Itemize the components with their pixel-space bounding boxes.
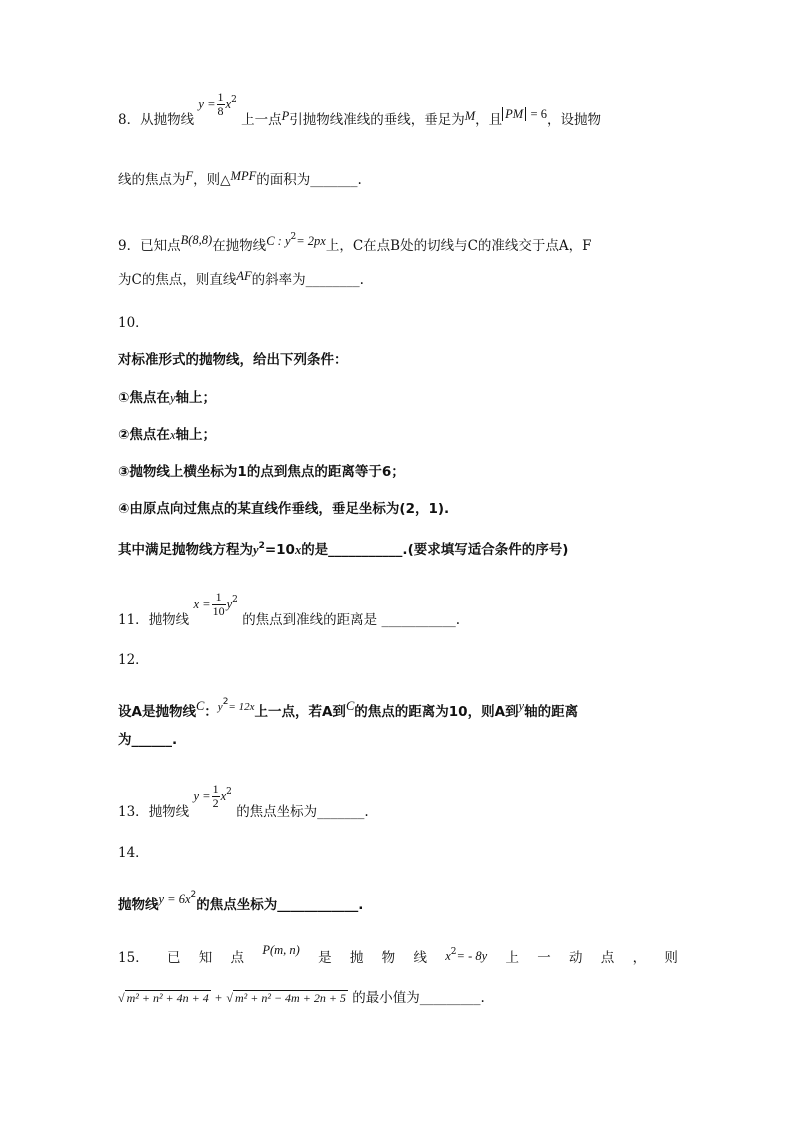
q8-l2_t2: ，则△ — [193, 172, 231, 188]
q15-w8: 线 — [413, 950, 427, 966]
q10-q_x: x — [294, 543, 302, 557]
q11-eq_var: y — [226, 597, 233, 611]
q11-frac_den: 10 — [212, 604, 225, 618]
q12-t1: 设A是抛物线 — [118, 704, 196, 720]
q15-eq_exp: 2 — [450, 947, 457, 957]
q9-equation — [266, 233, 326, 249]
q15-number — [118, 948, 149, 972]
q13-line — [118, 782, 678, 826]
q10-q_exp: 2 — [258, 541, 265, 551]
q12-eq_exp: 2 — [222, 697, 229, 707]
q9-number: 9． — [118, 238, 141, 254]
q8-line2 — [118, 170, 678, 190]
q9-l2_t1: 为C的焦点，则直线 — [118, 272, 237, 288]
q10-q_rhs: =10 — [264, 542, 295, 558]
q12-eq_rhs: = 12x — [228, 701, 255, 713]
q9-t2: 在抛物线 — [212, 238, 267, 254]
q8-l2_t3: 的面积为_______. — [256, 172, 362, 188]
q8-pm-abs — [502, 106, 547, 122]
q8-frac_den: 8 — [217, 104, 224, 118]
q14-equation — [159, 891, 197, 907]
q8-t4: ，且 — [475, 112, 503, 128]
q9-af: AF — [236, 269, 252, 283]
q8-eq_exp: 2 — [231, 95, 237, 105]
q10-c2_b: 轴上； — [175, 427, 216, 443]
q11-number: 11． — [118, 612, 149, 628]
q15-rad2: m² + n² − 4m + 2n + 5 — [235, 991, 346, 1005]
q15-plus: + — [215, 991, 223, 1005]
q8-equation — [198, 90, 237, 118]
q15-w5: 是 — [318, 950, 332, 966]
q15-line1 — [118, 943, 678, 972]
q12-t4: 的焦点的距离为10，则A到 — [354, 704, 519, 720]
q15-eq: x — [445, 949, 451, 963]
q10-condition-2 — [118, 425, 678, 445]
q15-w3: 知 — [198, 950, 213, 966]
q10-c3: ③抛物线上横坐标为1的点到焦点的距离等于6； — [118, 464, 405, 480]
q11-eq_exp: 2 — [232, 595, 238, 605]
q15-eq_rhs: = - 8y — [456, 949, 488, 963]
q12-line2 — [118, 730, 678, 750]
q15-w2: 已 — [166, 950, 181, 966]
q14-eq: y = 6x — [158, 892, 191, 906]
q10-intro: 对标准形式的抛物线，给出下列条件： — [118, 352, 348, 368]
q14-t2: 的焦点坐标为____________. — [196, 897, 364, 913]
q10-c1_a: ①焦点在 — [118, 390, 170, 406]
q12-equation — [217, 697, 255, 713]
q8-line1 — [118, 90, 678, 134]
q10-q_eq: y — [253, 543, 259, 557]
q11-eq_lhs: x = — [193, 597, 211, 611]
q10-c4: ④由原点向过焦点的某直线作垂线，垂足坐标为(2，1). — [118, 501, 450, 517]
q9-line2 — [118, 270, 678, 290]
q10-condition-1 — [118, 388, 678, 408]
q8-p: P — [281, 109, 290, 123]
q15-radical-2: √ m² + n² − 4m + 2n + 5 — [226, 991, 346, 1005]
q8-eq_lhs: y = — [198, 97, 216, 111]
q9-t1: 已知点 — [140, 238, 181, 254]
q15-point: P(m, n) — [262, 943, 300, 957]
q15-w14: 则 — [664, 950, 678, 966]
q8-pm: PM — [502, 107, 526, 121]
q8-t1: 从抛物线 — [140, 112, 195, 128]
q10-condition-3 — [118, 462, 678, 482]
q10-num: 10． — [118, 315, 149, 331]
q13-eq_var: x — [220, 789, 227, 803]
q15-w13: ， — [632, 950, 647, 966]
q11-t1: 抛物线 — [148, 612, 190, 628]
q8-pm_val: = 6 — [530, 107, 547, 121]
q13-t1: 抛物线 — [148, 804, 190, 820]
q15-w9: 上 — [505, 950, 519, 966]
q15-radical-1: √ m² + n² + 4n + 4 — [118, 991, 209, 1005]
q10-number — [118, 313, 678, 333]
q15-rad1: m² + n² + 4n + 4 — [126, 991, 209, 1005]
q12-t2: ： — [204, 704, 218, 720]
q12-num: 12． — [118, 652, 149, 668]
q14-t1: 抛物线 — [118, 897, 159, 913]
q11-line — [118, 590, 678, 634]
q8-eq_var: x — [225, 97, 232, 111]
q12-t3: 上一点，若A到 — [254, 704, 346, 720]
q15-w6: 抛 — [349, 950, 364, 966]
q13-number: 13． — [118, 804, 149, 820]
q10-c1_v: y — [169, 391, 176, 405]
q10-q_b: 的是___________.(要求填写适合条件的序号) — [301, 542, 569, 558]
q15-tail: 的最小值为_________. — [352, 990, 485, 1006]
q11-equation — [193, 590, 238, 618]
q14-num: 14． — [118, 845, 149, 861]
q15-w11: 动 — [569, 950, 583, 966]
q10-c1_b: 轴上； — [175, 390, 216, 406]
q8-mpf: MPF — [230, 169, 257, 183]
q9-b: B(8,8) — [180, 233, 213, 247]
q15-w10: 一 — [537, 950, 551, 966]
q13-t2: 的焦点坐标为_______. — [236, 804, 369, 820]
q14-number — [118, 843, 678, 863]
q13-equation — [193, 782, 232, 810]
q9-t3: 上，C在点B处的切线与C的准线交于点A，F — [325, 238, 592, 254]
q10-intro — [118, 350, 678, 370]
q9-l2_t2: 的斜率为________. — [251, 272, 364, 288]
q8-m: M — [464, 109, 476, 123]
q12-c2: C — [345, 699, 355, 713]
q12-t5: 轴的距离 — [524, 704, 579, 720]
q8-l2_t1: 线的焦点为 — [118, 172, 186, 188]
q8-t3: 引抛物线准线的垂线，垂足为 — [289, 112, 465, 128]
q11-frac_num: 1 — [212, 591, 226, 605]
q12-number — [118, 650, 678, 670]
q9-c_rhs: = 2px — [296, 234, 326, 248]
q14-line — [118, 891, 678, 915]
q11-t2: 的焦点到准线的距离是 ___________. — [242, 612, 461, 628]
q15-w1: ． — [135, 950, 149, 966]
q13-eq_exp: 2 — [226, 787, 232, 797]
q15-w4: 点 — [230, 950, 245, 966]
q10-c2_v: x — [169, 428, 176, 442]
q8-frac_num: 1 — [217, 90, 224, 104]
q12-line1 — [118, 698, 678, 723]
q12-y: y — [518, 699, 525, 713]
q15-w7: 物 — [381, 950, 396, 966]
q8-number: 8． — [118, 112, 141, 128]
q15-equation — [445, 942, 487, 966]
q15-num: 15 — [118, 950, 136, 966]
q13-eq_lhs: y = — [193, 789, 211, 803]
q10-c2_a: ②焦点在 — [118, 427, 170, 443]
q10-condition-4 — [118, 499, 678, 519]
q8-t2: 上一点 — [241, 112, 282, 128]
q14-eq_exp: 2 — [190, 890, 197, 900]
q12-eq: y — [217, 701, 223, 713]
q12-c: C — [195, 699, 205, 713]
q15-w12: 点 — [600, 950, 615, 966]
q13-frac_den: 2 — [212, 796, 219, 810]
q9-line1 — [118, 232, 678, 256]
q9-c: C : y — [266, 234, 291, 248]
q8-f: F — [185, 169, 194, 183]
q9-c_exp: 2 — [290, 232, 297, 242]
q13-frac_num: 1 — [212, 782, 219, 796]
q10-q_a: 其中满足抛物线方程为 — [118, 542, 253, 558]
q12-l2: 为______. — [118, 732, 178, 748]
q15-line2 — [118, 988, 678, 1008]
q10-question — [118, 536, 678, 560]
q8-t5: ，设抛物 — [546, 112, 601, 128]
